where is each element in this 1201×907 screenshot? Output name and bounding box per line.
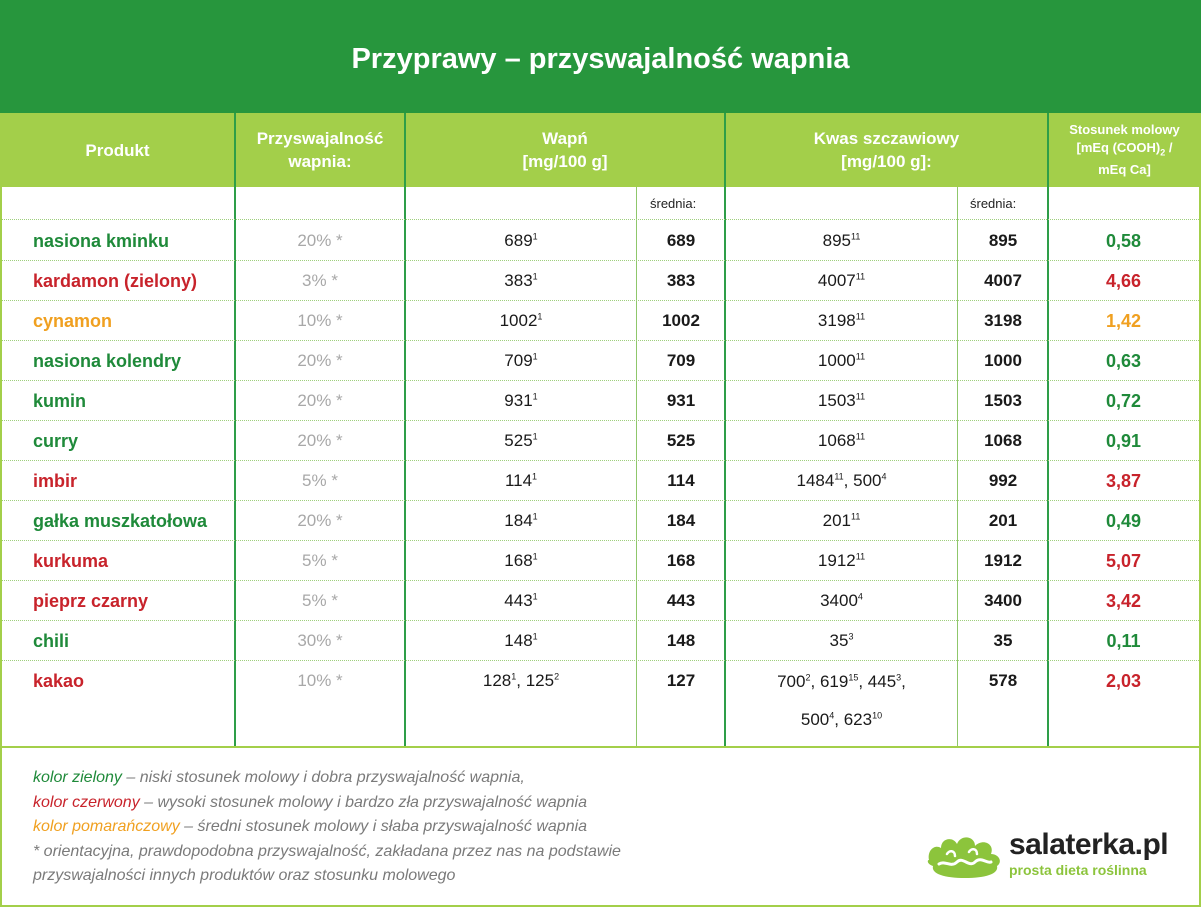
- salad-bowl-icon: [925, 830, 1005, 882]
- product-name: curry: [33, 430, 79, 451]
- ca-ref: 1: [532, 271, 538, 282]
- ox-ref: 11: [855, 271, 866, 282]
- ca-ref: 1: [532, 551, 538, 562]
- calcium-average: 525: [666, 431, 696, 450]
- product-name: pieprz czarny: [33, 590, 149, 611]
- table-row: [0, 301, 1201, 341]
- oxalic-values: [818, 542, 865, 580]
- ca-value: 709: [504, 351, 533, 370]
- molar-ratio: 0,11: [1106, 630, 1141, 651]
- oxalic-values: $700^2$, $619^{15}$, $445^3$, $500^4$, $623^{10}$: [777, 672, 906, 729]
- table-row: [0, 501, 1201, 541]
- legend-green: kolor zielony – niski stosunek molowy i dobra przyswajalność wapnia,: [33, 769, 525, 786]
- molar-ratio: 0,72: [1105, 390, 1142, 411]
- ox-ref: 3: [848, 631, 854, 642]
- ox-value: 1484: [796, 471, 835, 490]
- molar-ratio: 1,42: [1105, 310, 1142, 331]
- logo-tagline: prosta dieta roślinna: [1009, 862, 1147, 878]
- absorption-value: 20% *: [297, 231, 343, 250]
- header-oxalic-line2: [mg/100 g]:: [841, 152, 932, 171]
- calcium-average: 931: [666, 391, 696, 410]
- calcium-average: 184: [666, 511, 696, 530]
- ox-ref: 4: [857, 591, 863, 602]
- header-row: [0, 113, 1201, 187]
- product-name: chili: [33, 630, 70, 651]
- legend-note-line2: przyswajalności innych produktów oraz stosunku molowego: [33, 867, 456, 884]
- calcium-average: 383: [666, 271, 696, 290]
- ox-value: 1000: [817, 351, 856, 370]
- oxalic-values: [818, 382, 865, 420]
- oxalic-average: 4007: [984, 271, 1022, 290]
- oxalic-cell: [725, 421, 958, 461]
- table-row: [0, 261, 1201, 301]
- title-bar: [0, 0, 1201, 113]
- oxalic-average: 3198: [984, 311, 1022, 330]
- ox-ref: 11: [855, 311, 866, 322]
- ox-ref: 11: [855, 551, 866, 562]
- calcium-values: [405, 421, 637, 461]
- oxalic-average: 992: [988, 471, 1018, 490]
- ca-value: 148: [504, 631, 533, 650]
- calcium-values: [405, 501, 637, 541]
- calcium-average: 127: [666, 671, 696, 690]
- ca-value: 125: [525, 671, 555, 690]
- molar-ratio: 4,66: [1105, 270, 1142, 291]
- ox-ref: 11: [851, 511, 861, 522]
- oxalic-average: 1912: [984, 551, 1022, 570]
- legend-orange: kolor pomarańczowy – średni stosunek molowy i słaba przyswajalność wapnia: [33, 818, 588, 835]
- ca-value: 1002: [499, 311, 538, 330]
- header-ratio-line2: [mEq $(COOH)_2$ /: [1076, 139, 1173, 158]
- ox-value: 1912: [817, 551, 856, 570]
- product-name: kumin: [33, 390, 87, 411]
- table-row: [0, 661, 1201, 729]
- oxalic-cell: [725, 461, 958, 501]
- subheader-oxalic-avg: średnia:: [970, 196, 1017, 211]
- oxalic-average: 578: [988, 671, 1018, 690]
- header-product: Produkt: [85, 140, 150, 160]
- ca-ref: 1: [532, 231, 538, 242]
- calcium-values: [405, 341, 637, 381]
- header-ratio: [1048, 113, 1201, 187]
- oxalic-values: 1484$^{11}$, $500^4$: [796, 471, 887, 490]
- product-name: kardamon (zielony): [33, 270, 198, 291]
- calcium-average: 114: [667, 471, 695, 490]
- header-calcium: [405, 113, 725, 187]
- product-name: nasiona kminku: [33, 230, 170, 251]
- product-name: kurkuma: [33, 550, 109, 571]
- ox-value: 3400: [820, 591, 858, 610]
- ox-value: 1503: [817, 391, 856, 410]
- absorption-value: 10% *: [297, 311, 343, 330]
- header-oxalic-line1: Kwas szczawiowy: [813, 129, 960, 148]
- molar-ratio: 0,49: [1105, 510, 1142, 531]
- ox-value: 201: [822, 511, 852, 530]
- absorption-value: 20% *: [297, 431, 343, 450]
- product-name: kakao: [33, 670, 85, 691]
- header-ratio-line1: Stosunek molowy: [1069, 121, 1180, 137]
- absorption-value: 3% *: [302, 271, 338, 290]
- oxalic-cell: [725, 381, 958, 421]
- oxalic-average: 1503: [984, 391, 1022, 410]
- calcium-average: 443: [666, 591, 696, 610]
- salaterka-logo: [925, 826, 1185, 886]
- product-name: gałka muszkatołowa: [33, 510, 208, 531]
- ca-ref: 2: [554, 671, 560, 682]
- product-name: imbir: [33, 470, 78, 491]
- logo-brand: salaterka.pl: [1009, 828, 1169, 861]
- calcium-values: [405, 581, 637, 621]
- table-row: [0, 541, 1201, 581]
- page-title: Przyprawy – przyswajalność wapnia: [351, 43, 850, 75]
- oxalic-values: [818, 422, 865, 460]
- ca-ref: 1: [532, 431, 538, 442]
- calcium-values: [405, 301, 637, 341]
- table-row: [0, 581, 1201, 621]
- ca-value: 931: [504, 391, 533, 410]
- oxalic-values: [818, 302, 865, 340]
- ca-value: 443: [504, 591, 533, 610]
- oxalic-values: [823, 222, 861, 260]
- ox-ref: 11: [834, 471, 844, 482]
- absorption-value: 20% *: [297, 351, 343, 370]
- ca-ref: 1: [532, 391, 538, 402]
- ox-ref: 11: [855, 431, 866, 442]
- header-ratio-line3: mEq Ca]: [1098, 162, 1151, 178]
- absorption-value: 5% *: [302, 591, 338, 610]
- calcium-values: [405, 221, 637, 261]
- table-row: [0, 621, 1201, 661]
- ca-ref: 1: [511, 671, 517, 682]
- calcium-values: [405, 461, 637, 501]
- calcium-average: 168: [666, 551, 696, 570]
- ca-value: 114: [504, 471, 533, 490]
- oxalic-average: 895: [988, 231, 1018, 250]
- subheader-calcium-avg: średnia:: [650, 196, 697, 211]
- product-name: cynamon: [33, 310, 113, 331]
- calcium-values: [405, 621, 637, 661]
- oxalic-cell: [725, 301, 958, 341]
- oxalic-cell: [725, 621, 958, 661]
- oxalic-values: [830, 622, 854, 660]
- molar-ratio: 0,63: [1105, 350, 1142, 371]
- table-row: [0, 421, 1201, 461]
- calcium-average: 689: [666, 231, 696, 250]
- oxalic-average: 3400: [984, 591, 1022, 610]
- calcium-values: [405, 381, 637, 421]
- oxalic-cell: [725, 261, 958, 301]
- calcium-average: 1002: [662, 311, 700, 330]
- oxalic-cell: [725, 501, 958, 541]
- absorption-value: 10% *: [297, 671, 343, 690]
- table-row: [0, 381, 1201, 421]
- ox-value: 4007: [817, 271, 856, 290]
- ca-value: 525: [504, 431, 533, 450]
- table-bottom-divider: [2, 746, 1199, 748]
- oxalic-cell: [725, 661, 958, 729]
- ca-value: 383: [504, 271, 533, 290]
- molar-ratio: 2,03: [1105, 670, 1142, 691]
- oxalic-values: [818, 342, 865, 380]
- calcium-average: 709: [666, 351, 696, 370]
- ox-ref: 11: [855, 391, 866, 402]
- legend: [33, 766, 621, 889]
- ca-ref: 1: [532, 511, 538, 522]
- ca-ref: 1: [532, 631, 538, 642]
- table-row: [0, 221, 1201, 261]
- oxalic-average: 201: [988, 511, 1018, 530]
- molar-ratio: 5,07: [1105, 550, 1142, 571]
- oxalic-average: 1000: [984, 351, 1022, 370]
- absorption-value: 5% *: [302, 471, 338, 490]
- molar-ratio: 3,42: [1105, 590, 1142, 611]
- molar-ratio: 0,58: [1105, 230, 1142, 251]
- ox-value: 3198: [817, 311, 856, 330]
- header-absorption: [235, 113, 405, 187]
- calcium-values: $128^1$, $125^2$: [482, 671, 560, 690]
- header-calcium-line2: [mg/100 g]: [522, 152, 608, 171]
- ox-value: 895: [822, 231, 852, 250]
- ca-value: 689: [504, 231, 533, 250]
- header-oxalic: [725, 113, 1048, 187]
- molar-ratio: 0,91: [1105, 430, 1142, 451]
- ox-ref: 11: [855, 351, 866, 362]
- table-row: [0, 341, 1201, 381]
- oxalic-cell: [725, 221, 958, 261]
- header-absorption-line1: Przyswajalność: [256, 129, 384, 148]
- ca-ref: 1: [532, 471, 538, 482]
- ox-value: 1068: [817, 431, 856, 450]
- product-name: nasiona kolendry: [33, 350, 182, 371]
- header-absorption-line2: wapnia:: [288, 152, 352, 171]
- oxalic-average: 35: [993, 631, 1013, 650]
- ca-ref: 1: [532, 351, 538, 362]
- table-row: [0, 461, 1201, 501]
- ox-value: 35: [829, 631, 849, 650]
- calcium-values: [405, 261, 637, 301]
- ox-ref: 4: [881, 471, 887, 482]
- ca-value: 128: [482, 671, 512, 690]
- oxalic-cell: [725, 341, 958, 381]
- oxalic-average: 1068: [984, 431, 1022, 450]
- ca-ref: 1: [537, 311, 543, 322]
- legend-red: kolor czerwony – wysoki stosunek molowy i bardzo zła przyswajalność wapnia: [33, 793, 588, 811]
- absorption-value: 20% *: [297, 391, 343, 410]
- oxalic-cell: [725, 581, 958, 621]
- ca-value: 168: [504, 551, 533, 570]
- oxalic-cell: [725, 541, 958, 581]
- ox-value: 500: [853, 471, 882, 490]
- oxalic-values: [818, 262, 865, 300]
- oxalic-values: [820, 582, 863, 620]
- absorption-value: 20% *: [297, 511, 343, 530]
- absorption-value: 5% *: [302, 551, 338, 570]
- legend-note-line1: * orientacyjna, prawdopodobna przyswajalność, zakładana przez nas na podstawie: [33, 842, 621, 860]
- ox-ref: 11: [851, 231, 861, 242]
- absorption-value: 30% *: [297, 631, 343, 650]
- molar-ratio: 3,87: [1105, 470, 1142, 491]
- oxalic-values: [823, 502, 861, 540]
- calcium-average: 148: [666, 631, 696, 650]
- ca-value: 184: [504, 511, 533, 530]
- calcium-values: [405, 541, 637, 581]
- header-calcium-line1: Wapń: [542, 129, 588, 148]
- ca-ref: 1: [532, 591, 538, 602]
